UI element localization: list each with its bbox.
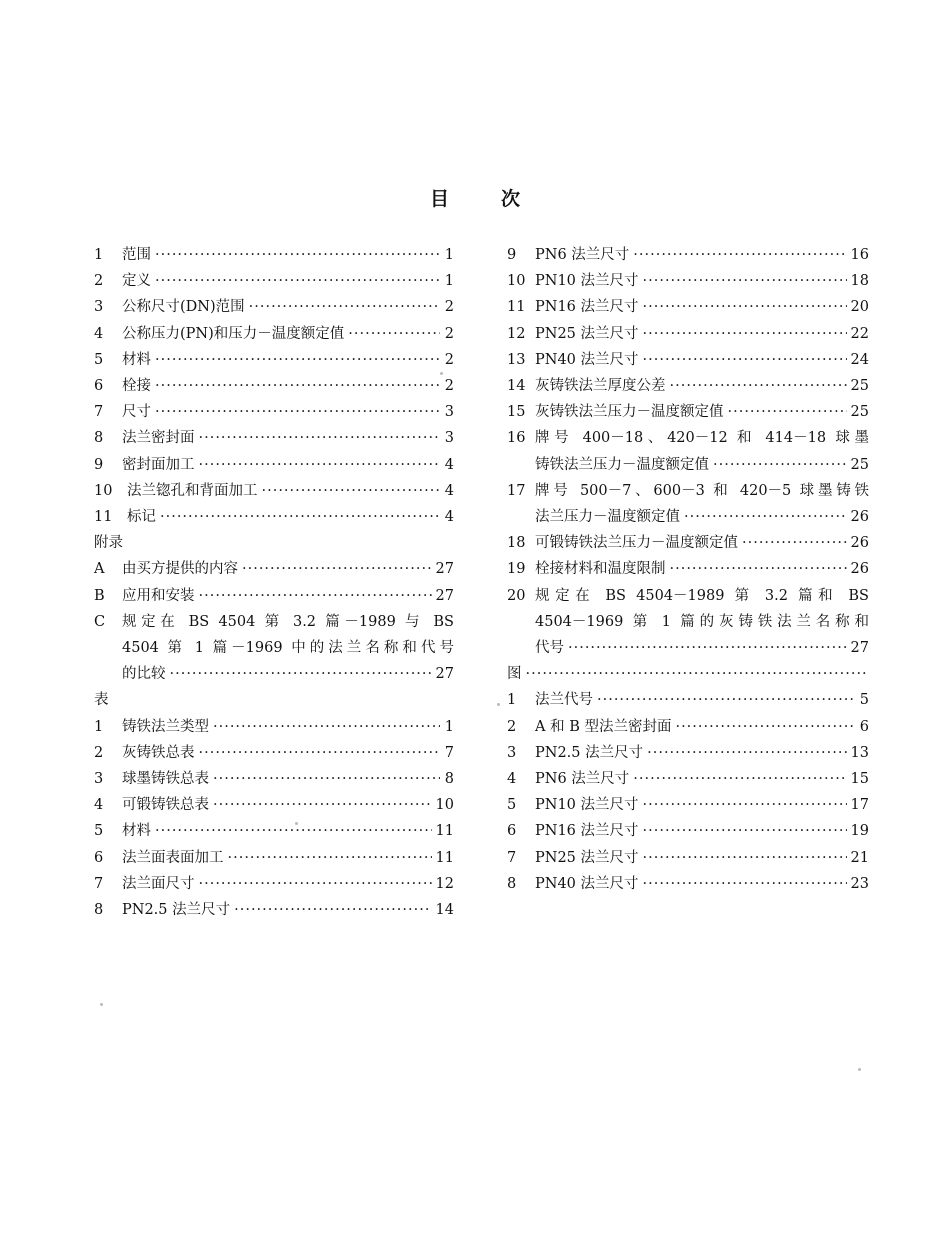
leader-dots xyxy=(643,268,847,294)
toc-entry[interactable] xyxy=(507,845,869,871)
entry-page: 3 xyxy=(444,404,454,421)
entry-number: 3 xyxy=(94,771,104,788)
entry-number: 7 xyxy=(94,404,104,421)
toc-entry[interactable] xyxy=(507,714,869,740)
leader-dots xyxy=(675,714,855,740)
entry-number: 5 xyxy=(507,797,517,814)
entry-title: PN2.5 法兰尺寸 xyxy=(122,902,231,919)
entry-page: 26 xyxy=(850,509,869,526)
entry-page: 27 xyxy=(435,666,454,683)
leader-dots xyxy=(170,661,432,687)
entry-title: 法兰锪孔和背面加工 xyxy=(127,482,258,499)
entry-number: C xyxy=(94,613,106,630)
entry-page: 8 xyxy=(444,771,454,788)
leader-dots xyxy=(155,242,440,268)
entry-number: 10 xyxy=(94,482,113,499)
leader-dots xyxy=(728,399,847,425)
entry-title: PN25 法兰尺寸 xyxy=(535,849,639,866)
entry-page: 25 xyxy=(850,456,869,473)
entry-line xyxy=(507,609,869,635)
toc-entry[interactable] xyxy=(94,740,454,766)
entry-page: 11 xyxy=(435,849,454,866)
entry-page: 4 xyxy=(444,482,454,499)
toc-right-column xyxy=(507,242,869,897)
entry-number: 9 xyxy=(94,456,104,473)
entry-page: 1 xyxy=(444,273,454,290)
entry-number: 2 xyxy=(507,718,517,735)
entry-number: 19 xyxy=(507,561,526,578)
leader-dots xyxy=(155,268,440,294)
entry-title: 公称尺寸(DN)范围 xyxy=(122,299,245,316)
toc-entry[interactable] xyxy=(94,792,454,818)
entry-page: 23 xyxy=(850,875,869,892)
leader-dots xyxy=(568,635,847,661)
entry-page: 13 xyxy=(850,744,869,761)
entry-title: 定义 xyxy=(122,273,151,290)
entry-number: A xyxy=(94,561,105,578)
entry-number: 1 xyxy=(507,692,517,709)
toc-entry[interactable] xyxy=(94,321,454,347)
toc-entry-multiline[interactable] xyxy=(507,425,869,477)
entry-number: 4 xyxy=(94,797,104,814)
entry-number: 5 xyxy=(94,351,104,368)
entry-title: PN25 法兰尺寸 xyxy=(535,325,639,342)
scan-speck xyxy=(497,703,500,706)
title-char-1: 目 xyxy=(429,188,449,210)
leader-dots xyxy=(684,504,847,530)
toc-entry-multiline[interactable] xyxy=(507,478,869,530)
toc-entry[interactable] xyxy=(94,871,454,897)
entry-page: 5 xyxy=(859,692,869,709)
entry-number: 4 xyxy=(94,325,104,342)
entry-line xyxy=(507,583,869,609)
entry-title: 可锻铸铁法兰压力－温度额定值 xyxy=(535,535,738,552)
entry-page: 22 xyxy=(850,325,869,342)
figure-entries xyxy=(507,687,869,897)
entry-line xyxy=(94,635,454,661)
toc-entry[interactable] xyxy=(507,294,869,320)
appendix-entries xyxy=(94,556,454,687)
entry-line xyxy=(507,478,869,504)
entry-page: 10 xyxy=(435,797,454,814)
page-title xyxy=(0,184,950,211)
entry-page: 1 xyxy=(444,247,454,263)
leader-dots xyxy=(155,373,440,399)
entry-title-line-1: 规定在 BS 4504 第 3.2 篇－1989 与 BS xyxy=(122,613,454,630)
entry-title-line-1: 牌号 500－7、600－3 和 420－5 球墨铸铁 xyxy=(535,482,869,499)
entry-title-line-1: 牌号 400－18、420－12 和 414－18 球墨 xyxy=(535,430,869,447)
toc-entry[interactable] xyxy=(94,818,454,844)
entry-page: 17 xyxy=(850,797,869,814)
main-entries xyxy=(94,242,454,530)
scan-speck xyxy=(440,372,443,375)
entry-title: 法兰密封面 xyxy=(122,430,195,447)
entry-page: 26 xyxy=(850,561,869,578)
toc-entry[interactable] xyxy=(507,556,869,582)
entry-title: 范围 xyxy=(122,247,151,263)
entry-page: 4 xyxy=(444,509,454,526)
entry-title: 灰铸铁法兰压力－温度额定值 xyxy=(535,404,724,421)
title-char-2: 次 xyxy=(501,188,521,210)
leader-dots xyxy=(155,399,440,425)
entry-number: 14 xyxy=(507,378,526,395)
leader-dots xyxy=(643,818,847,844)
entry-title: 公称压力(PN)和压力－温度额定值 xyxy=(122,325,345,342)
table-entries xyxy=(94,714,454,924)
scan-speck xyxy=(295,822,298,825)
leader-dots xyxy=(199,452,441,478)
leader-dots xyxy=(670,373,847,399)
leader-dots xyxy=(199,871,432,897)
toc-entry[interactable] xyxy=(94,714,454,740)
entry-line xyxy=(94,661,454,687)
entry-title-line-2: 4504－1969 第 1 篇的灰铸铁法兰名称和 xyxy=(535,613,869,630)
entry-page: 26 xyxy=(850,535,869,552)
entry-number: 18 xyxy=(507,535,526,552)
entry-title: PN2.5 法兰尺寸 xyxy=(535,744,644,761)
entry-title: PN10 法兰尺寸 xyxy=(535,273,639,290)
leader-dots xyxy=(670,556,847,582)
entry-page: 25 xyxy=(850,404,869,421)
figures-heading-row xyxy=(507,661,869,687)
entry-page: 2 xyxy=(444,378,454,395)
toc-entry[interactable] xyxy=(94,425,454,451)
leader-dots xyxy=(633,766,846,792)
tables-heading: 表 xyxy=(94,692,109,709)
entry-page: 4 xyxy=(444,456,454,473)
entry-title: PN16 法兰尺寸 xyxy=(535,299,639,316)
toc-entry[interactable] xyxy=(94,399,454,425)
toc-entry[interactable] xyxy=(507,687,869,713)
leader-dots xyxy=(713,452,847,478)
toc-entry-multiline[interactable] xyxy=(507,583,869,662)
entry-number: 7 xyxy=(94,875,104,892)
entry-title: 应用和安装 xyxy=(122,587,195,604)
appendix-heading: 附录 xyxy=(94,535,123,552)
table-entries-cont xyxy=(507,242,869,661)
entry-title-line-2: 铸铁法兰压力－温度额定值 xyxy=(535,456,709,473)
entry-page: 15 xyxy=(850,771,869,788)
entry-line xyxy=(94,609,454,635)
entry-title-line-3: 的比较 xyxy=(122,666,166,683)
entry-title: PN40 法兰尺寸 xyxy=(535,875,639,892)
entry-number: 6 xyxy=(94,849,104,866)
leader-dots xyxy=(155,818,432,844)
entry-title: PN40 法兰尺寸 xyxy=(535,351,639,368)
entry-page: 19 xyxy=(850,823,869,840)
entry-number: 8 xyxy=(94,430,104,447)
entry-title: PN6 法兰尺寸 xyxy=(535,771,630,788)
toc-entry[interactable] xyxy=(94,294,454,320)
entry-line xyxy=(507,452,869,478)
entry-page: 21 xyxy=(850,849,869,866)
entry-number: 9 xyxy=(507,247,517,263)
entry-page: 1 xyxy=(444,718,454,735)
leader-dots xyxy=(348,321,440,347)
entry-page: 20 xyxy=(850,299,869,316)
entry-title: 由买方提供的内容 xyxy=(122,561,238,578)
entry-title: PN10 法兰尺寸 xyxy=(535,797,639,814)
toc-entry[interactable] xyxy=(507,399,869,425)
toc-entry[interactable] xyxy=(507,373,869,399)
entry-page: 27 xyxy=(850,640,869,657)
toc-entry[interactable] xyxy=(94,897,454,923)
entry-number: 4 xyxy=(507,771,517,788)
entry-line xyxy=(507,504,869,530)
entry-number: 6 xyxy=(507,823,517,840)
entry-number: 7 xyxy=(507,849,517,866)
toc-entry[interactable] xyxy=(94,766,454,792)
entry-number: 15 xyxy=(507,404,526,421)
entry-number: 12 xyxy=(507,325,526,342)
leader-dots xyxy=(228,845,432,871)
leader-dots xyxy=(234,897,431,923)
toc-entry[interactable] xyxy=(507,242,869,268)
entry-page: 2 xyxy=(444,325,454,342)
toc-entry[interactable] xyxy=(94,556,454,582)
entry-number: 2 xyxy=(94,744,104,761)
entry-title: 栓接材料和温度限制 xyxy=(535,561,666,578)
entry-title-line-2: 4504 第 1 篇－1969 中的法兰名称和代号 xyxy=(122,640,454,657)
toc-left-column xyxy=(94,242,454,923)
entry-title: 灰铸铁总表 xyxy=(122,744,195,761)
entry-title: 法兰面尺寸 xyxy=(122,875,195,892)
entry-page: 27 xyxy=(435,587,454,604)
leader-dots xyxy=(199,583,432,609)
entry-number: 1 xyxy=(94,247,104,263)
toc-entry[interactable] xyxy=(94,347,454,373)
leader-dots xyxy=(242,556,432,582)
entry-number: 16 xyxy=(507,430,526,447)
toc-entry[interactable] xyxy=(507,268,869,294)
toc-entry-multiline[interactable] xyxy=(94,609,454,688)
leader-dots xyxy=(643,845,847,871)
leader-dots xyxy=(213,792,432,818)
entry-number: 13 xyxy=(507,351,526,368)
entry-title: A 和 B 型法兰密封面 xyxy=(535,718,672,735)
toc-entry[interactable] xyxy=(507,766,869,792)
toc-entry[interactable] xyxy=(507,321,869,347)
figures-heading: 图 xyxy=(507,666,522,683)
scan-speck xyxy=(100,1003,103,1006)
entry-title-line-3: 代号 xyxy=(535,640,564,657)
leader-dots xyxy=(249,294,440,320)
toc-entry[interactable] xyxy=(94,845,454,871)
leader-dots xyxy=(643,871,847,897)
entry-page: 27 xyxy=(435,561,454,578)
entry-title: 可锻铸铁总表 xyxy=(122,797,209,814)
entry-number: 10 xyxy=(507,273,526,290)
entry-number: 3 xyxy=(507,744,517,761)
entry-title: 材料 xyxy=(122,351,151,368)
entry-number: 5 xyxy=(94,823,104,840)
entry-page: 3 xyxy=(444,430,454,447)
entry-number: 8 xyxy=(507,875,517,892)
toc-entry[interactable] xyxy=(94,478,454,504)
entry-title: PN16 法兰尺寸 xyxy=(535,823,639,840)
entry-title: 栓接 xyxy=(122,378,151,395)
entry-number: 11 xyxy=(507,299,526,316)
leader-dots xyxy=(643,294,847,320)
leader-dots xyxy=(643,321,847,347)
entry-title: 标记 xyxy=(127,509,156,526)
entry-title: 尺寸 xyxy=(122,404,151,421)
toc-entry[interactable] xyxy=(507,347,869,373)
toc-entry[interactable] xyxy=(507,871,869,897)
entry-page: 2 xyxy=(444,299,454,316)
entry-title-line-2: 法兰压力－温度额定值 xyxy=(535,509,680,526)
leader-dots xyxy=(155,347,440,373)
toc-entry[interactable] xyxy=(507,740,869,766)
entry-title: 密封面加工 xyxy=(122,456,195,473)
toc-entry[interactable] xyxy=(507,818,869,844)
entry-line xyxy=(507,635,869,661)
entry-title: PN6 法兰尺寸 xyxy=(535,247,630,263)
scan-speck xyxy=(858,1068,861,1071)
entry-title: 灰铸铁法兰厚度公差 xyxy=(535,378,666,395)
entry-page: 7 xyxy=(444,744,454,761)
entry-number: 8 xyxy=(94,902,104,919)
entry-number: 17 xyxy=(507,482,526,499)
entry-number: 11 xyxy=(94,509,113,526)
entry-page: 6 xyxy=(859,718,869,735)
entry-number: B xyxy=(94,587,105,604)
toc-entry[interactable] xyxy=(507,792,869,818)
leader-dots xyxy=(526,661,870,687)
entry-title: 法兰代号 xyxy=(535,692,593,709)
leader-dots xyxy=(199,740,441,766)
entry-title: 材料 xyxy=(122,823,151,840)
entry-page: 12 xyxy=(435,875,454,892)
entry-page: 24 xyxy=(850,351,869,368)
entry-number: 1 xyxy=(94,718,104,735)
entry-page: 25 xyxy=(850,378,869,395)
leader-dots xyxy=(160,504,440,530)
leader-dots xyxy=(199,425,441,451)
entry-number: 20 xyxy=(507,587,526,604)
entry-number: 3 xyxy=(94,299,104,316)
entry-title: 铸铁法兰类型 xyxy=(122,718,209,735)
toc-entry[interactable] xyxy=(507,530,869,556)
entry-number: 6 xyxy=(94,378,104,395)
toc-entry[interactable] xyxy=(94,583,454,609)
leader-dots xyxy=(633,242,846,268)
leader-dots xyxy=(643,792,847,818)
entry-page: 18 xyxy=(850,273,869,290)
leader-dots xyxy=(597,687,855,713)
leader-dots xyxy=(262,478,441,504)
leader-dots xyxy=(213,714,440,740)
entry-page: 16 xyxy=(850,247,869,263)
entry-title-line-1: 规定在 BS 4504－1989 第 3.2 篇和 BS xyxy=(535,587,869,604)
entry-page: 14 xyxy=(435,902,454,919)
toc-entry[interactable] xyxy=(94,242,454,268)
leader-dots xyxy=(213,766,440,792)
leader-dots xyxy=(647,740,846,766)
toc-entry[interactable] xyxy=(94,373,454,399)
entry-page: 2 xyxy=(444,351,454,368)
toc-entry[interactable] xyxy=(94,452,454,478)
entry-page: 11 xyxy=(435,823,454,840)
entry-title: 球墨铸铁总表 xyxy=(122,771,209,788)
entry-number: 2 xyxy=(94,273,104,290)
leader-dots xyxy=(742,530,847,556)
leader-dots xyxy=(643,347,847,373)
entry-title: 法兰面表面加工 xyxy=(122,849,224,866)
entry-line xyxy=(507,425,869,451)
toc-entry[interactable] xyxy=(94,504,454,530)
toc-entry[interactable] xyxy=(94,268,454,294)
